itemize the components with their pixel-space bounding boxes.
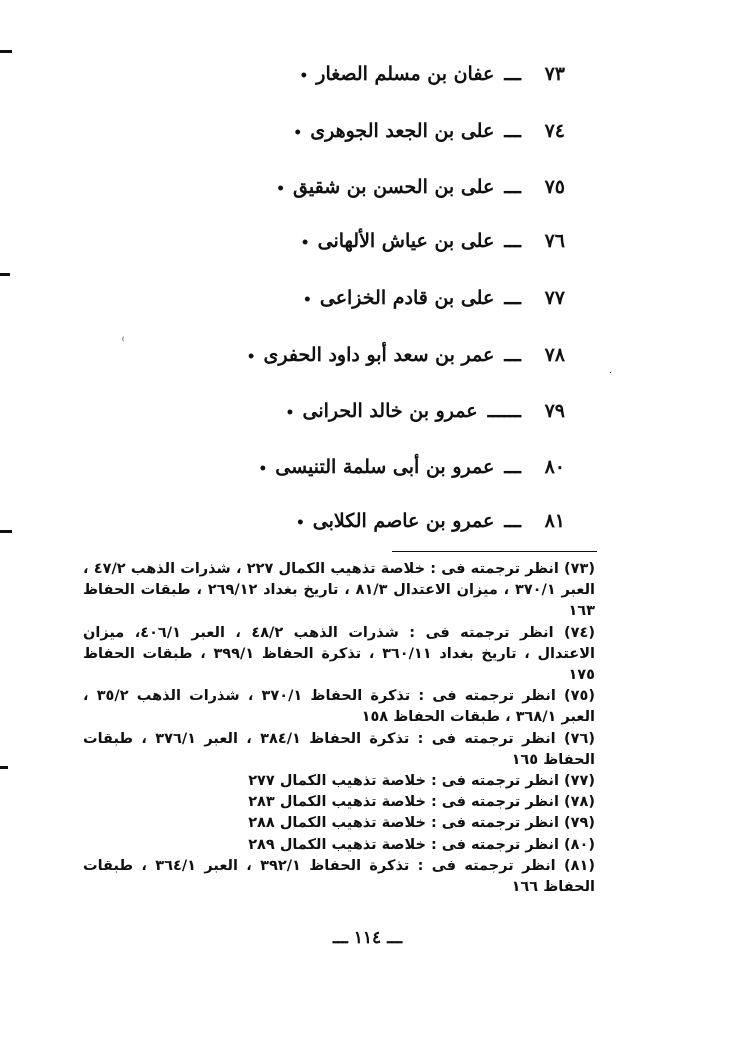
footnote-79: (٧٩) انظر ترجمته فى : خلاصة تذهيب الكمال ٢٨٨ [248,815,595,832]
entry-number: ٧٣ [544,63,565,85]
page-number: ـــ ١١٤ ـــ [332,928,403,948]
entry-76 [145,230,565,264]
entry-number: ٧٩ [544,400,565,422]
entry-80 [145,456,565,490]
scan-edge-mark [0,766,8,769]
entry-number: ٨٠ [544,456,565,478]
entry-81 [145,510,565,544]
entry-bullet: • [300,235,310,251]
entry-73 [145,63,565,97]
entry-number: ٧٧ [544,287,565,309]
entry-name: عمر بن سعد أبو داود الحفرى [263,344,495,366]
entry-77 [145,287,565,321]
footnote-76: (٧٦) انظر ترجمته فى : تذكرة الحفاظ ٣٨٤/١ ، العبر ٣٧٦/١ ، طبقات الحفاظ ١٦٥ [83,730,595,768]
entry-number: ٧٦ [544,230,565,252]
footnote-78: (٧٨) انظر ترجمته فى : خلاصة تذهيب الكمال ٢٨٣ [248,794,595,811]
scan-edge-mark [0,273,10,276]
entry-bullet: • [299,68,309,84]
entry-name: عمرو بن عاصم الكلابى [312,510,495,532]
entry-name: عفان بن مسلم الصغار [316,63,495,85]
scan-edge-mark [0,50,12,53]
entry-bullet: • [295,515,305,531]
entry-number: ٧٤ [544,120,565,142]
footnote-74: (٧٤) انظر ترجمته فى : شذرات الذهب ٤٨/٢ ، العبر ٤٠٦/١، ميزان الاعتدال ، تاريخ بغداد ٣٦٠/١١ ، تذكرة الحفاظ ٣٩٩/١ ، طبقات الحفاظ ١٧٥ [83,624,595,684]
entry-dash: ــــــ [487,400,521,422]
scan-speck: ⁽ [122,336,125,347]
entry-dash: ـــ [504,176,521,198]
entry-bullet: • [276,181,286,197]
entry-name: عمرو بن خالد الحرانى [302,400,478,422]
entry-dash: ـــ [504,344,521,366]
entry-name: عمرو بن أبى سلمة التنيسى [275,456,495,478]
entry-dash: ـــ [504,63,521,85]
entry-bullet: • [246,349,256,365]
entry-74 [145,120,565,154]
footnote-80: (٨٠) انظر ترجمته فى : خلاصة تذهيب الكمال ٢٨٩ [248,836,595,853]
scan-edge-mark [0,530,12,533]
entry-name: على بن عياش الألهانى [317,230,495,252]
footnote-separator [392,551,597,552]
entry-dash: ـــ [504,510,521,532]
footnote-77: (٧٧) انظر ترجمته فى : خلاصة تذهيب الكمال ٢٧٧ [248,773,595,790]
entry-bullet: • [258,461,268,477]
entry-79 [145,400,565,434]
footnote-73: (٧٣) انظر ترجمته فى : خلاصة تذهيب الكمال ٢٢٧ ، شذرات الذهب ٤٧/٢ ، العبر ٣٧٠/١ ، ميزان الاعتدال ٨١/٣ ، تاريخ بغداد ٢٦٩/١٢ ، طبقات الحفاظ ١٦٣ [83,561,596,620]
entry-bullet: • [302,292,312,308]
entry-dash: ـــ [504,230,521,252]
footnote-75: (٧٥) انظر ترجمته فى : تذكرة الحفاظ ٣٧٠/١ ، شذرات الذهب ٣٥/٢ ، العبر ٣٦٨/١ ، طبقات الحفاظ ١٥٨ [83,688,595,726]
entry-number: ٧٨ [544,344,565,366]
entry-dash: ـــ [504,120,521,142]
entry-name: على بن قادم الخزاعى [319,287,495,309]
entry-78 [145,344,565,378]
entry-number: ٨١ [544,510,565,532]
entry-name: على بن الجعد الجوهرى [310,120,495,142]
entry-number: ٧٥ [544,176,565,198]
footnote-81: (٨١) انظر ترجمته فى : تذكرة الحفاظ ٣٩٢/١ ، العبر ٣٦٤/١ ، طبقات الحفاظ ١٦٦ [83,857,595,896]
entry-name: على بن الحسن بن شقيق [293,176,495,198]
entry-bullet: • [293,125,303,141]
scan-speck: · [609,368,613,379]
entry-bullet: • [285,405,295,421]
entry-dash: ـــ [504,456,521,478]
entry-75 [145,176,565,210]
footnotes [83,559,595,898]
entry-dash: ـــ [504,287,521,309]
